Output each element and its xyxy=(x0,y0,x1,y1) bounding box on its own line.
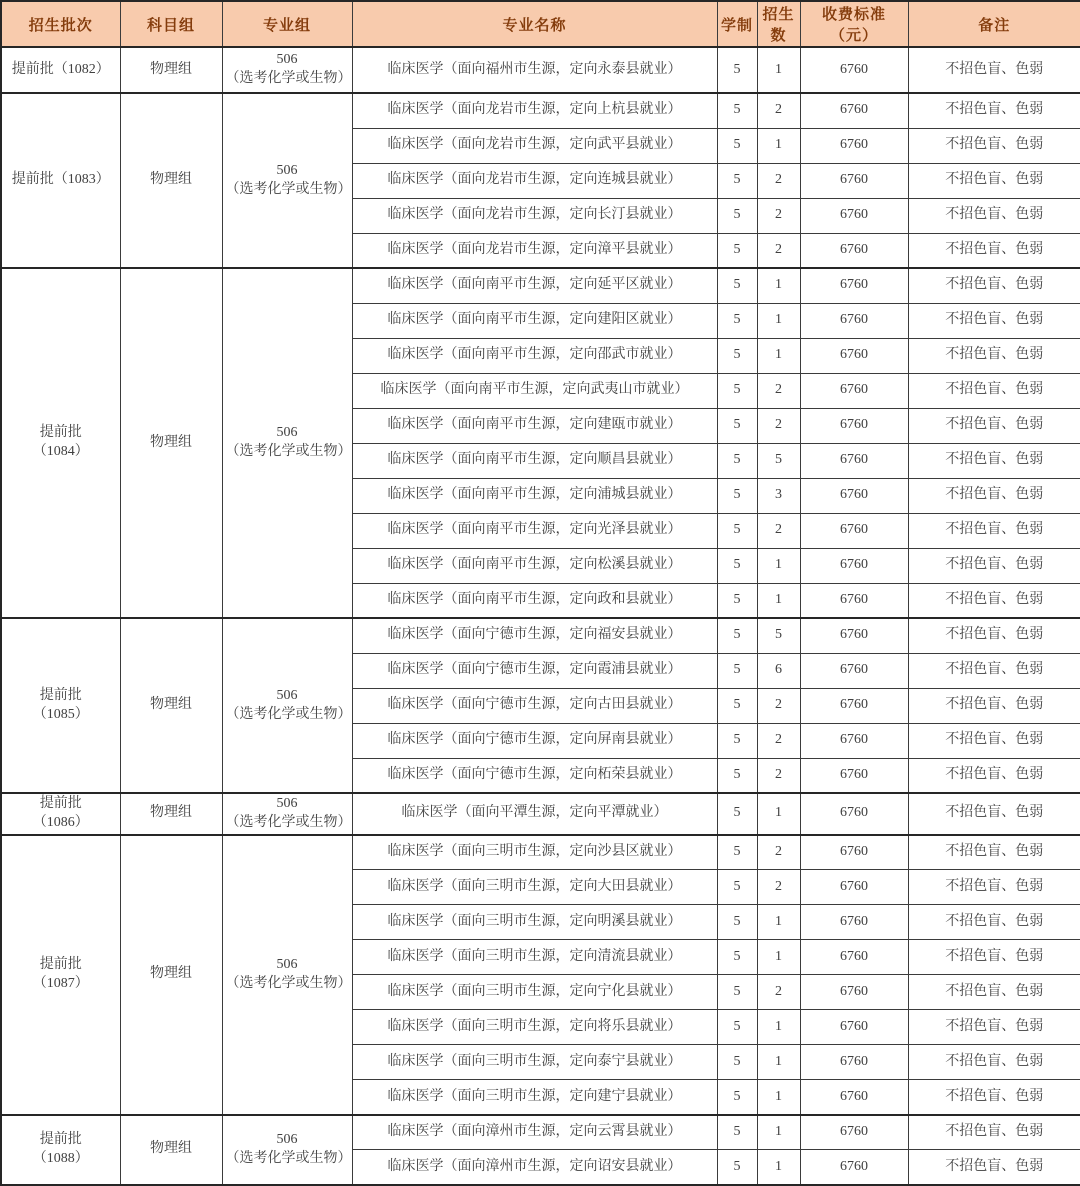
batch-cell xyxy=(1,47,120,93)
enrollment-cell: 1 xyxy=(757,1080,800,1115)
major-name-cell: 临床医学（面向宁德市生源，定向屏南县就业） xyxy=(352,723,717,758)
fee-cell: 6760 xyxy=(800,268,908,303)
major-group-cell xyxy=(222,93,352,268)
fee-cell: 6760 xyxy=(800,975,908,1010)
cell-text-line: 提前批 xyxy=(39,796,82,811)
major-name-cell: 临床医学（面向三明市生源，定向清流县就业） xyxy=(352,940,717,975)
table-row xyxy=(1,618,1080,653)
fee-cell: 6760 xyxy=(800,723,908,758)
major-name-cell: 临床医学（面向漳州市生源，定向诏安县就业） xyxy=(352,1150,717,1185)
table-row xyxy=(1,793,1080,835)
enrollment-cell: 1 xyxy=(757,268,800,303)
remark-cell: 不招色盲、色弱 xyxy=(908,793,1080,835)
table-row xyxy=(1,47,1080,93)
remark-cell: 不招色盲、色弱 xyxy=(908,93,1080,128)
enrollment-cell: 1 xyxy=(757,1010,800,1045)
duration-cell: 5 xyxy=(717,835,757,870)
duration-cell: 5 xyxy=(717,408,757,443)
cell-text-line: 506 xyxy=(276,162,298,178)
remark-cell: 不招色盲、色弱 xyxy=(908,373,1080,408)
major-name-cell: 临床医学（面向南平市生源，定向延平区就业） xyxy=(352,268,717,303)
remark-cell: 不招色盲、色弱 xyxy=(908,443,1080,478)
enrollment-cell: 1 xyxy=(757,1115,800,1150)
remark-cell: 不招色盲、色弱 xyxy=(908,1150,1080,1185)
fee-cell: 6760 xyxy=(800,905,908,940)
duration-cell: 5 xyxy=(717,653,757,688)
duration-cell: 5 xyxy=(717,233,757,268)
remark-cell: 不招色盲、色弱 xyxy=(908,1115,1080,1150)
col-header-batch: 招生批次 xyxy=(1,1,120,47)
fee-cell: 6760 xyxy=(800,513,908,548)
fee-cell: 6760 xyxy=(800,1115,908,1150)
duration-cell: 5 xyxy=(717,583,757,618)
table-body xyxy=(1,47,1080,1185)
table-row xyxy=(1,93,1080,128)
duration-cell: 5 xyxy=(717,47,757,93)
remark-cell: 不招色盲、色弱 xyxy=(908,233,1080,268)
major-group-cell xyxy=(222,1115,352,1185)
col-header-duration: 学制 xyxy=(717,1,757,47)
major-group-cell xyxy=(222,835,352,1115)
remark-cell: 不招色盲、色弱 xyxy=(908,408,1080,443)
fee-cell: 6760 xyxy=(800,870,908,905)
duration-cell: 5 xyxy=(717,905,757,940)
remark-cell: 不招色盲、色弱 xyxy=(908,905,1080,940)
remark-cell: 不招色盲、色弱 xyxy=(908,870,1080,905)
subject-group-cell: 物理组 xyxy=(120,618,222,793)
enrollment-cell: 2 xyxy=(757,408,800,443)
major-name-cell: 临床医学（面向龙岩市生源，定向武平县就业） xyxy=(352,128,717,163)
fee-cell: 6760 xyxy=(800,47,908,93)
enrollment-cell: 1 xyxy=(757,905,800,940)
cell-text-line: 提前批 xyxy=(39,1131,82,1147)
remark-cell: 不招色盲、色弱 xyxy=(908,268,1080,303)
remark-cell: 不招色盲、色弱 xyxy=(908,513,1080,548)
fee-cell: 6760 xyxy=(800,198,908,233)
duration-cell: 5 xyxy=(717,303,757,338)
cell-text-line: 506 xyxy=(276,52,298,68)
duration-cell: 5 xyxy=(717,940,757,975)
duration-cell: 5 xyxy=(717,1080,757,1115)
remark-cell: 不招色盲、色弱 xyxy=(908,128,1080,163)
cell-text-line: （选考化学或生物） xyxy=(225,444,352,459)
remark-cell: 不招色盲、色弱 xyxy=(908,975,1080,1010)
subject-group-cell: 物理组 xyxy=(120,268,222,618)
cell-text-line: （选考化学或生物） xyxy=(225,814,352,830)
remark-cell: 不招色盲、色弱 xyxy=(908,688,1080,723)
fee-cell: 6760 xyxy=(800,653,908,688)
enrollment-cell: 2 xyxy=(757,870,800,905)
cell-text-line: 提前批（1083） xyxy=(11,172,110,188)
enrollment-cell: 2 xyxy=(757,688,800,723)
remark-cell: 不招色盲、色弱 xyxy=(908,835,1080,870)
cell-text-line: （1084） xyxy=(32,444,89,459)
major-name-cell: 临床医学（面向南平市生源，定向松溪县就业） xyxy=(352,548,717,583)
cell-text-line: 506 xyxy=(276,687,298,703)
major-group-cell xyxy=(222,47,352,93)
major-group-cell xyxy=(222,268,352,618)
remark-cell: 不招色盲、色弱 xyxy=(908,940,1080,975)
batch-cell xyxy=(1,93,120,268)
duration-cell: 5 xyxy=(717,1010,757,1045)
enrollment-cell: 2 xyxy=(757,513,800,548)
subject-group-cell: 物理组 xyxy=(120,835,222,1115)
cell-text-line: 提前批 xyxy=(39,425,82,441)
fee-cell: 6760 xyxy=(800,93,908,128)
fee-cell: 6760 xyxy=(800,793,908,835)
remark-cell: 不招色盲、色弱 xyxy=(908,478,1080,513)
batch-cell xyxy=(1,268,120,618)
major-name-cell: 临床医学（面向南平市生源，定向邵武市就业） xyxy=(352,338,717,373)
duration-cell: 5 xyxy=(717,975,757,1010)
duration-cell: 5 xyxy=(717,128,757,163)
major-name-cell: 临床医学（面向南平市生源，定向光泽县就业） xyxy=(352,513,717,548)
duration-cell: 5 xyxy=(717,338,757,373)
subject-group-cell: 物理组 xyxy=(120,793,222,835)
duration-cell: 5 xyxy=(717,478,757,513)
enrollment-cell: 3 xyxy=(757,478,800,513)
col-header-enrollment: 招生数 xyxy=(757,1,800,47)
enrollment-cell: 1 xyxy=(757,548,800,583)
remark-cell: 不招色盲、色弱 xyxy=(908,653,1080,688)
duration-cell: 5 xyxy=(717,163,757,198)
major-name-cell: 临床医学（面向南平市生源，定向顺昌县就业） xyxy=(352,443,717,478)
batch-cell xyxy=(1,618,120,793)
fee-cell: 6760 xyxy=(800,408,908,443)
fee-cell: 6760 xyxy=(800,1080,908,1115)
fee-cell: 6760 xyxy=(800,1150,908,1185)
duration-cell: 5 xyxy=(717,723,757,758)
remark-cell: 不招色盲、色弱 xyxy=(908,1010,1080,1045)
duration-cell: 5 xyxy=(717,1045,757,1080)
subject-group-cell: 物理组 xyxy=(120,1115,222,1185)
major-name-cell: 临床医学（面向南平市生源，定向政和县就业） xyxy=(352,583,717,618)
duration-cell: 5 xyxy=(717,93,757,128)
fee-cell: 6760 xyxy=(800,583,908,618)
remark-cell: 不招色盲、色弱 xyxy=(908,548,1080,583)
enrollment-cell: 2 xyxy=(757,233,800,268)
batch-cell xyxy=(1,1115,120,1185)
duration-cell: 5 xyxy=(717,870,757,905)
cell-text-line: 提前批（1082） xyxy=(11,61,110,77)
fee-cell: 6760 xyxy=(800,940,908,975)
major-name-cell: 临床医学（面向三明市生源，定向宁化县就业） xyxy=(352,975,717,1010)
cell-text-line: （选考化学或生物） xyxy=(225,1150,352,1166)
cell-text-line: （选考化学或生物） xyxy=(225,975,352,991)
fee-cell: 6760 xyxy=(800,233,908,268)
remark-cell: 不招色盲、色弱 xyxy=(908,163,1080,198)
enrollment-cell: 1 xyxy=(757,128,800,163)
fee-cell: 6760 xyxy=(800,373,908,408)
enrollment-cell: 2 xyxy=(757,975,800,1010)
duration-cell: 5 xyxy=(717,688,757,723)
major-name-cell: 临床医学（面向龙岩市生源，定向漳平县就业） xyxy=(352,233,717,268)
fee-cell: 6760 xyxy=(800,443,908,478)
remark-cell: 不招色盲、色弱 xyxy=(908,1080,1080,1115)
fee-cell: 6760 xyxy=(800,688,908,723)
major-name-cell: 临床医学（面向南平市生源，定向建瓯市就业） xyxy=(352,408,717,443)
fee-cell: 6760 xyxy=(800,618,908,653)
enrollment-cell: 5 xyxy=(757,618,800,653)
cell-text-line: （1085） xyxy=(32,706,89,722)
duration-cell: 5 xyxy=(717,513,757,548)
remark-cell: 不招色盲、色弱 xyxy=(908,303,1080,338)
subject-group-cell: 物理组 xyxy=(120,47,222,93)
major-name-cell: 临床医学（面向三明市生源，定向建宁县就业） xyxy=(352,1080,717,1115)
batch-cell xyxy=(1,793,120,835)
cell-text-line: 506 xyxy=(276,956,298,972)
cell-text-line: 提前批 xyxy=(39,687,82,703)
table-row xyxy=(1,1115,1080,1150)
fee-cell: 6760 xyxy=(800,128,908,163)
col-header-remark: 备注 xyxy=(908,1,1080,47)
enrollment-cell: 2 xyxy=(757,373,800,408)
cell-text-line: 506 xyxy=(276,425,298,441)
cell-text-line: （选考化学或生物） xyxy=(225,706,352,722)
major-name-cell: 临床医学（面向龙岩市生源，定向连城县就业） xyxy=(352,163,717,198)
enrollment-cell: 2 xyxy=(757,163,800,198)
fee-cell: 6760 xyxy=(800,1010,908,1045)
major-name-cell: 临床医学（面向宁德市生源，定向福安县就业） xyxy=(352,618,717,653)
major-name-cell: 临床医学（面向龙岩市生源，定向长汀县就业） xyxy=(352,198,717,233)
enrollment-cell: 1 xyxy=(757,793,800,835)
major-name-cell: 临床医学（面向三明市生源，定向明溪县就业） xyxy=(352,905,717,940)
duration-cell: 5 xyxy=(717,618,757,653)
major-name-cell: 临床医学（面向三明市生源，定向沙县区就业） xyxy=(352,835,717,870)
fee-cell: 6760 xyxy=(800,163,908,198)
duration-cell: 5 xyxy=(717,758,757,793)
remark-cell: 不招色盲、色弱 xyxy=(908,723,1080,758)
major-name-cell: 临床医学（面向福州市生源，定向永泰县就业） xyxy=(352,47,717,93)
major-name-cell: 临床医学（面向宁德市生源，定向柘荣县就业） xyxy=(352,758,717,793)
major-name-cell: 临床医学（面向平潭生源，定向平潭就业） xyxy=(352,793,717,835)
remark-cell: 不招色盲、色弱 xyxy=(908,618,1080,653)
enrollment-cell: 2 xyxy=(757,93,800,128)
duration-cell: 5 xyxy=(717,1150,757,1185)
col-header-major: 专业名称 xyxy=(352,1,717,47)
major-name-cell: 临床医学（面向三明市生源，定向大田县就业） xyxy=(352,870,717,905)
table-header xyxy=(1,1,1080,47)
cell-text-line: 提前批 xyxy=(39,956,82,972)
duration-cell: 5 xyxy=(717,198,757,233)
col-header-subject_group: 科目组 xyxy=(120,1,222,47)
major-name-cell: 临床医学（面向宁德市生源，定向古田县就业） xyxy=(352,688,717,723)
cell-text-line: 506 xyxy=(276,1131,298,1147)
enrollment-cell: 2 xyxy=(757,198,800,233)
enrollment-cell: 6 xyxy=(757,653,800,688)
cell-text-line: （1087） xyxy=(32,975,89,991)
major-name-cell: 临床医学（面向三明市生源，定向将乐县就业） xyxy=(352,1010,717,1045)
table-row xyxy=(1,835,1080,870)
duration-cell: 5 xyxy=(717,373,757,408)
fee-cell: 6760 xyxy=(800,303,908,338)
major-name-cell: 临床医学（面向漳州市生源，定向云霄县就业） xyxy=(352,1115,717,1150)
enrollment-cell: 2 xyxy=(757,758,800,793)
major-name-cell: 临床医学（面向南平市生源，定向浦城县就业） xyxy=(352,478,717,513)
fee-cell: 6760 xyxy=(800,338,908,373)
duration-cell: 5 xyxy=(717,1115,757,1150)
header-row xyxy=(1,1,1080,47)
fee-cell: 6760 xyxy=(800,835,908,870)
col-header-fee: 收费标准（元） xyxy=(800,1,908,47)
remark-cell: 不招色盲、色弱 xyxy=(908,198,1080,233)
cell-text-line: 506 xyxy=(276,796,298,811)
enrollment-cell: 1 xyxy=(757,1150,800,1185)
enrollment-cell: 1 xyxy=(757,338,800,373)
cell-text-line: （1088） xyxy=(32,1150,89,1166)
cell-text-line: （1086） xyxy=(32,814,89,830)
major-name-cell: 临床医学（面向三明市生源，定向泰宁县就业） xyxy=(352,1045,717,1080)
duration-cell: 5 xyxy=(717,793,757,835)
enrollment-cell: 1 xyxy=(757,47,800,93)
enrollment-cell: 1 xyxy=(757,940,800,975)
major-name-cell: 临床医学（面向南平市生源，定向武夷山市就业） xyxy=(352,373,717,408)
duration-cell: 5 xyxy=(717,443,757,478)
enrollment-cell: 1 xyxy=(757,1045,800,1080)
cell-text-line: （选考化学或生物） xyxy=(225,71,352,86)
duration-cell: 5 xyxy=(717,548,757,583)
major-name-cell: 临床医学（面向南平市生源，定向建阳区就业） xyxy=(352,303,717,338)
subject-group-cell: 物理组 xyxy=(120,93,222,268)
fee-cell: 6760 xyxy=(800,758,908,793)
remark-cell: 不招色盲、色弱 xyxy=(908,758,1080,793)
enrollment-cell: 1 xyxy=(757,583,800,618)
fee-cell: 6760 xyxy=(800,478,908,513)
cell-text-line: （选考化学或生物） xyxy=(225,181,352,197)
enrollment-cell: 5 xyxy=(757,443,800,478)
major-name-cell: 临床医学（面向龙岩市生源，定向上杭县就业） xyxy=(352,93,717,128)
remark-cell: 不招色盲、色弱 xyxy=(908,1045,1080,1080)
table-row xyxy=(1,268,1080,303)
major-group-cell xyxy=(222,618,352,793)
remark-cell: 不招色盲、色弱 xyxy=(908,47,1080,93)
col-header-major_group: 专业组 xyxy=(222,1,352,47)
remark-cell: 不招色盲、色弱 xyxy=(908,338,1080,373)
batch-cell xyxy=(1,835,120,1115)
enrollment-cell: 1 xyxy=(757,303,800,338)
duration-cell: 5 xyxy=(717,268,757,303)
major-group-cell xyxy=(222,793,352,835)
enrollment-cell: 2 xyxy=(757,723,800,758)
major-name-cell: 临床医学（面向宁德市生源，定向霞浦县就业） xyxy=(352,653,717,688)
enrollment-cell: 2 xyxy=(757,835,800,870)
fee-cell: 6760 xyxy=(800,548,908,583)
remark-cell: 不招色盲、色弱 xyxy=(908,583,1080,618)
fee-cell: 6760 xyxy=(800,1045,908,1080)
